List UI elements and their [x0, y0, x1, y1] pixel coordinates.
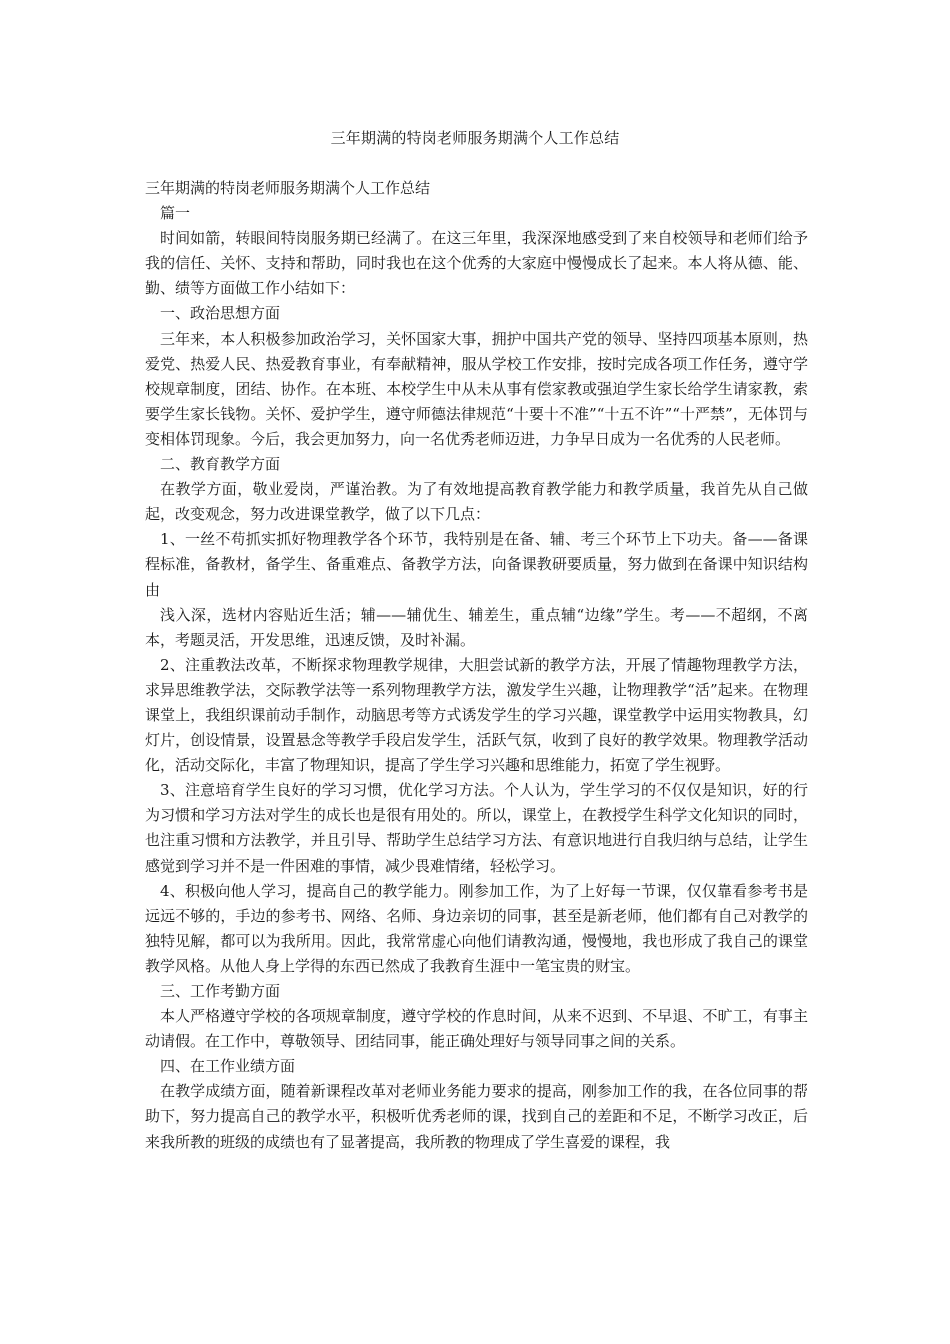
paragraph: 三年来，本人积极参加政治学习，关怀国家大事，拥护中国共产党的领导、坚持四项基本原则，热爱党、热爱人民、热爱教育事业，有奉献精神，服从学校工作安排，按时完成各项工作任务，遵守学校规章制度，团结、协作。在本班、本校学生中从未从事有偿家教或强迫学生家长给学生请家教，索要学生家长钱物。关怀、爱护学生，遵守师德法律规范“十要十不准”“十五不许”“十严禁”，无体罚与变相体罚现象。今后，我会更加努力，向一名优秀老师迈进，力争早日成为一名优秀的人民老师。: [145, 329, 808, 448]
paragraph: 时间如箭，转眼间特岗服务期已经满了。在这三年里，我深深地感受到了来自校领导和老师们给予我的信任、关怀、支持和帮助，同时我也在这个优秀的大家庭中慢慢成长了起来。本人将从德、能、勤、绩等方面做工作小结如下：: [145, 229, 808, 298]
paragraph: 3、注意培育学生良好的学习习惯，优化学习方法。个人认为，学生学习的不仅仅是知识，好的行为习惯和学习方法对学生的成长也是很有用处的。所以，课堂上，在教授学生科学文化知识的同时，也注重习惯和方法教学，并且引导、帮助学生总结学习方法、有意识地进行自我归纳与总结，让学生感觉到学习并不是一件困难的事情，减少畏难情绪，轻松学习。: [145, 781, 808, 875]
paragraph: 篇一: [160, 204, 191, 223]
section-heading: 二、教育教学方面: [160, 455, 281, 474]
paragraph: 2、注重教法改革，不断探求物理教学规律，大胆尝试新的教学方法，开展了情趣物理教学方法，求异思维教学法，交际教学法等一系列物理教学方法，激发学生兴趣，让物理教学“活”起来。在物理课堂上，我组织课前动手制作，动脑思考等方式诱发学生的学习兴趣，课堂教学中运用实物教具，幻灯片，创设情景，设置悬念等教学手段启发学生，活跃气氛，收到了良好的教学效果。物理教学活动化，活动交际化，丰富了物理知识，提高了学生学习兴趣和思维能力，拓宽了学生视野。: [145, 655, 808, 775]
section-heading: 四、在工作业绩方面: [160, 1057, 296, 1076]
document-title: 三年期满的特岗老师服务期满个人工作总结: [330, 129, 620, 147]
paragraph: 本人严格遵守学校的各项规章制度，遵守学校的作息时间，从来不迟到、不早退、不旷工，有事主动请假。在工作中，尊敬领导、团结同事，能正确处理好与领导同事之间的关系。: [145, 1007, 808, 1051]
section-heading: 一、政治思想方面: [160, 304, 281, 323]
document-subtitle: 三年期满的特岗老师服务期满个人工作总结: [145, 179, 431, 197]
paragraph: 在教学方面，敬业爱岗，严谨治教。为了有效地提高教育教学能力和教学质量，我首先从自己做起，改变观念，努力改进课堂教学，做了以下几点：: [145, 480, 808, 524]
paragraph: 在教学成绩方面，随着新课程改革对老师业务能力要求的提高，刚参加工作的我，在各位同事的帮助下，努力提高自己的教学水平，积极听优秀老师的课，找到自己的差距和不足，不断学习改正，后来我所教的班级的成绩也有了显著提高，我所教的物理成了学生喜爱的课程，我: [145, 1082, 808, 1151]
paragraph: 浅入深，选材内容贴近生活；辅——辅优生、辅差生，重点辅“边缘”学生。考——不超纲，不离本，考题灵活，开发思维，迅速反馈，及时补漏。: [145, 605, 808, 649]
paragraph: 4、积极向他人学习，提高自己的教学能力。刚参加工作，为了上好每一节课，仅仅靠看参考书是远远不够的，手边的参考书、网络、名师、身边亲切的同事，甚至是新老师，他们都有自己对教学的独特见解，都可以为我所用。因此，我常常虚心向他们请教沟通，慢慢地，我也形成了我自己的课堂教学风格。从他人身上学得的东西已然成了我教育生涯中一笔宝贵的财宝。: [145, 881, 808, 975]
section-heading: 三、工作考勤方面: [160, 982, 281, 1000]
document-body: [145, 176, 808, 1155]
paragraph: 1、一丝不苟抓实抓好物理教学各个环节，我特别是在备、辅、考三个环节上下功夫。备——备课程标准，备教材，备学生、备重难点、备教学方法，向备课教研要质量，努力做到在备课中知识结构由: [145, 530, 808, 599]
